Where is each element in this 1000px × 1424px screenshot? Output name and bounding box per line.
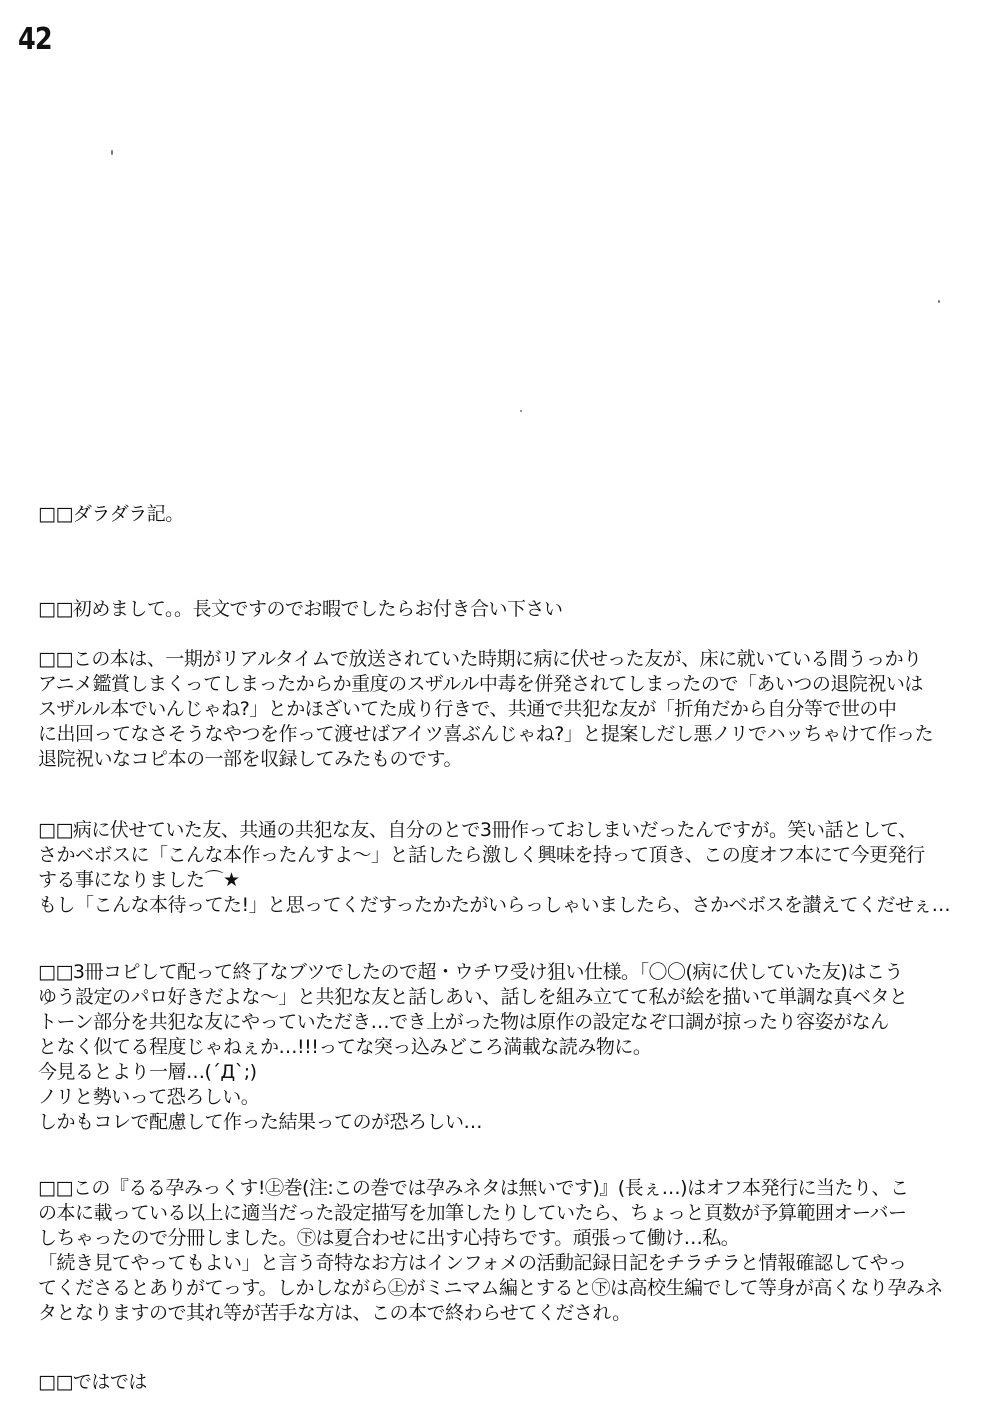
paragraph-line: に出回ってなさそうなやつを作って渡せばアイツ喜ぶんじゃね?」と提案しだし悪ノリでハッちゃけて作った [38,723,934,745]
afterword-title-text: □□ダラダラ記。 [38,503,184,525]
paragraph-volume-split [38,1176,962,1326]
paragraph-closing [38,1370,962,1395]
paragraph-line: ゆう設定のパロ好きだよな～」と共犯な友と話しあい、話しを組み立てて私が絵を描いて単調な真ベタと [38,986,908,1008]
paragraph-line: 今見るとより一層…(´Д`;) [38,1061,257,1083]
paragraph-line: ノリと勢いって恐ろしい。 [38,1086,260,1108]
paragraph-line: しちゃったので分冊しました。㊦は夏合わせに出す心持ちです。頑張って働け…私。 [38,1227,740,1249]
paragraph-line: タとなりますので其れ等が苦手な方は、この本で終わらせてくだされ。 [38,1302,631,1324]
paragraph-line: □□この『るる孕みっくす!㊤巻(注:この巻では孕みネタは無いです)』(長ぇ…)はオフ本発行に当たり、こ [38,1177,909,1199]
paragraph-line: となく似てる程度じゃねぇか…!!!ってな突っ込みどころ満載な読み物に。 [38,1036,652,1058]
scan-speck [938,300,940,303]
paragraph-line: □□病に伏せていた友、共通の共犯な友、自分のとで3冊作っておしまいだったんですが。笑い話として、 [38,819,917,841]
paragraph-line: アニメ鑑賞しまくってしまったからか重度のスザルル中毒を併発されてしまったので「あいつの退院祝いは [38,673,923,695]
paragraph-book-origin [38,647,962,772]
paragraph-line: さかベボスに「こんな本作ったんすよ～」と話したら激しく興味を持って頂き、この度オフ本にて今更発行 [38,844,925,866]
paragraph-line: 退院祝いなコピ本の一部を収録してみたものです。 [38,748,462,770]
paragraph-in-joke [38,960,962,1135]
scan-speck [520,410,522,412]
paragraph-publication [38,818,962,918]
paragraph-greeting [38,597,962,622]
paragraph-line: スザルル本でいんじゃね?」とかほざいてた成り行きで、共通で共犯な友が「折角だから自分等で世の中 [38,698,897,720]
paragraph-line: トーン部分を共犯な友にやっていただき…でき上がった物は原作の設定なぞ口調が掠ったり容姿がなん [38,1011,889,1033]
paragraph-line: □□この本は、一期がリアルタイムで放送されていた時期に病に伏せった友が、床に就いている間うっかり [38,648,922,670]
scan-speck [111,150,113,155]
paragraph-line: □□初めまして。。長文ですのでお暇でしたらお付き合い下さい [38,598,563,620]
paragraph-line: する事になりました⌒★ [38,869,240,891]
paragraph-line: しかもコレで配慮して作った結果ってのが恐ろしい… [38,1111,483,1133]
paragraph-line: 「続き見てやってもよい」と言う奇特なお方はインフォメの活動記録日記をチラチラと情報確認してやっ [38,1252,907,1274]
paragraph-line: てくださるとありがてっす。しかしながら㊤がミニマム編とすると㊦は高校生編でして等身が高くなり孕みネ [38,1277,943,1299]
paragraph-line: の本に載っている以上に適当だった設定描写を加筆したりしていたら、ちょっと頁数が予算範囲オーバー [38,1202,907,1224]
paragraph-line: □□ではでは [38,1371,147,1393]
page-number: 42 [18,22,52,57]
paragraph-line: □□3冊コピして配って終了なブツでしたので超・ウチワ受け狙い仕様。「〇〇(病に伏していた友)はこう [38,961,903,983]
afterword-title [38,502,962,527]
paragraph-line: もし「こんな本待ってた!」と思ってくだすったかたがいらっしゃいましたら、さかベボスを讃えてくだせぇ… [38,894,951,916]
